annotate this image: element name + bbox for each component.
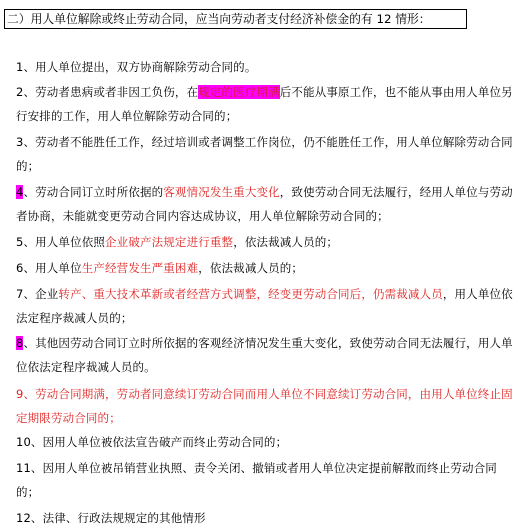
- item-text: 12、法律、行政法规规定的其他情形: [16, 511, 206, 525]
- item-text: 6、用人单位: [16, 261, 82, 275]
- highlighted-phrase: 规定的医疗期满: [198, 85, 280, 99]
- list-item-2: [16, 80, 516, 128]
- item-text: 5、用人单位依照: [16, 235, 106, 249]
- item-text: 1、用人单位提出，双方协商解除劳动合同的。: [16, 60, 257, 74]
- emphasized-phrase: 转产、重大技术革新或者经营方式调整，经变更劳动合同后，仍需裁减人员: [58, 287, 443, 301]
- item-text: 9、劳动合同期满，劳动者同意续订劳动合同而用人单位不同意续订劳动合同，由用人单位终止固定期限劳动合同的；: [16, 387, 513, 425]
- list-item-8: [16, 331, 516, 379]
- list-item-10: [16, 430, 516, 454]
- emphasized-phrase: 生产经营发生严重困难: [81, 261, 199, 275]
- item-text: 后不能从事原工作，也不能从事由用人单位另行安排的工作，用人单位解除劳动合同的；: [16, 85, 513, 123]
- item-text: 、其他因劳动合同订立时所依据的客观经济情况发生重大变化，致使劳动合同无法履行，用人单位依法定程序裁减人员的。: [16, 336, 513, 374]
- emphasized-phrase: 企业破产法规定进行重整: [105, 235, 234, 249]
- list-item-11: [16, 456, 516, 504]
- item-text: ，致使劳动合同无法履行，经用人单位与劳动者协商，未能就变更劳动合同内容达成协议，用人单位解除劳动合同的；: [16, 185, 513, 223]
- item-text: ，依法裁减人员的；: [198, 261, 304, 275]
- item-text: 7、企业: [16, 287, 59, 301]
- item-text: ，用人单位依法定程序裁减人员的；: [16, 287, 513, 325]
- item-text: 3、劳动者不能胜任工作，经过培训或者调整工作岗位，仍不能胜任工作，用人单位解除劳动合同的；: [16, 135, 513, 173]
- list-item-9: [16, 382, 516, 430]
- emphasized-phrase: 客观情况发生重大变化: [163, 185, 280, 199]
- item-text: ，依法裁减人员的；: [233, 235, 339, 249]
- item-text: 、劳动合同订立时所依据的: [23, 185, 164, 199]
- list-item-4: [16, 180, 516, 228]
- section-heading: 二）用人单位解除或终止劳动合同，应当向劳动者支付经济补偿金的有 12 情形：: [4, 9, 467, 29]
- item-text: 11、因用人单位被吊销营业执照、责令关闭、撤销或者用人单位决定提前解散而终止劳动合同的；: [16, 461, 497, 499]
- list-item-3: [16, 130, 516, 178]
- highlighted-number: 8: [16, 336, 24, 350]
- list-item-5: [16, 230, 516, 254]
- list-item-1: [16, 55, 516, 79]
- highlighted-number: 4: [16, 185, 24, 199]
- list-item-6: [16, 256, 516, 280]
- list-item-12: [16, 506, 516, 530]
- list-item-7: [16, 282, 516, 330]
- item-text: 2、劳动者患病或者非因工负伤，在: [16, 85, 199, 99]
- item-text: 10、因用人单位被依法宣告破产而终止劳动合同的；: [16, 435, 288, 449]
